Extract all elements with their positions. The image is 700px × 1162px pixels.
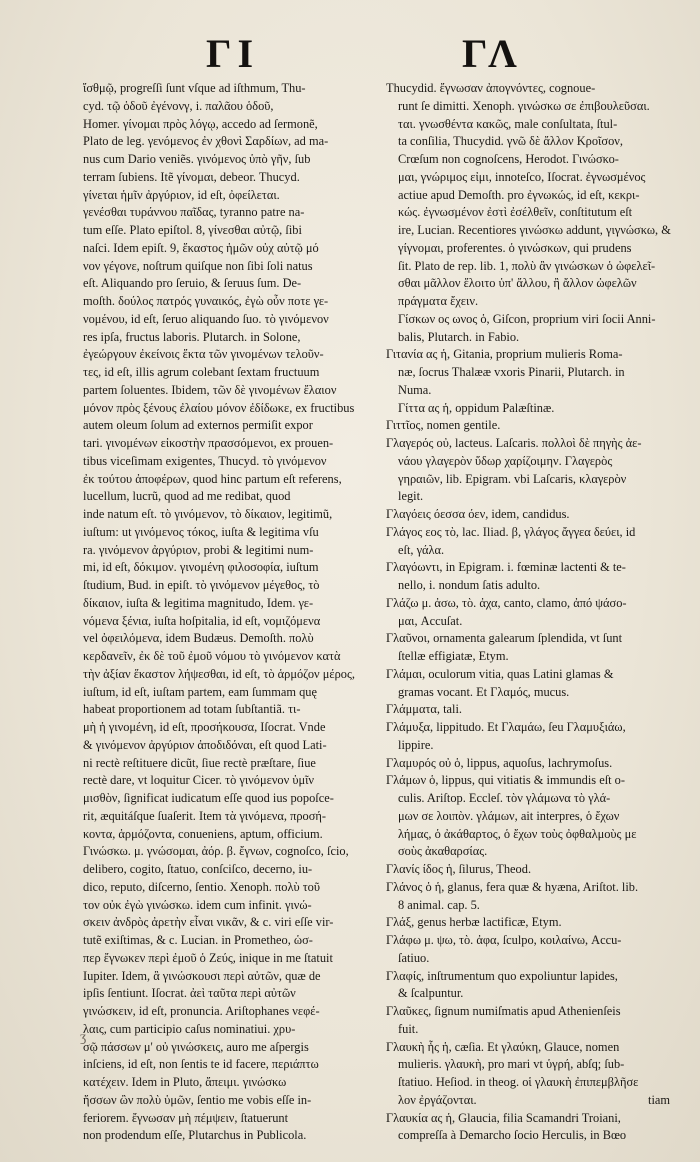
text-line: Γλαγερός οὐ, lacteus. Laſcaris. πολλοὶ δὲ πηγὴς ἀε- bbox=[386, 436, 642, 450]
text-line: culis. Ariſtop. Eccleſ. τὸν γλάμωνα τὸ γλά- bbox=[398, 791, 611, 805]
text-line: κώς. ἐγνωσμένον ἐστὶ ἐσέλθεῖν, conſtitutum eſt bbox=[398, 205, 633, 220]
text-line: ſatiuo. bbox=[398, 950, 430, 965]
text-line: ἐγεώργουν ἐκείνοις ἕκτα τῶν γινομένων τελοῦν- bbox=[83, 347, 324, 362]
text-line: ire, Lucian. Recentiores γινώσκω addunt, γιγνώσκω, & bbox=[398, 223, 671, 237]
text-line: κερδανεῖν, ἐκ δὲ τοῦ ἐμοῦ νόμου τὸ γινόμενον κατὰ bbox=[83, 649, 341, 663]
text-line: Homer. γίνομαι πρὸς λόγῳ, accedo ad ſermonẽ, bbox=[83, 116, 318, 131]
text-line: μόνον πρὸς ξένους ἐλαίου μόνον ἐδίδωκε, ex fructibus bbox=[83, 400, 355, 415]
text-line: γινώσκειν, id eſt, pronuncia. Ariſtophanes νεφέ- bbox=[83, 1004, 320, 1018]
text-line: eſt. Aliquando pro ſeruio, & ſeruus ſum. De- bbox=[83, 276, 302, 291]
text-line: eſt, γάλα. bbox=[398, 542, 445, 557]
text-line: ſtudium, Bud. in epiſt. τὸ γινόμενον μέγεθος, τὸ bbox=[83, 578, 320, 592]
text-line: naſci. Idem epiſt. 9, ἕκαστος ἡμῶν οὐχ αὑτῷ μό bbox=[83, 240, 319, 255]
text-line: Γλάμυξα, lippitudo. Et Γλαμάω, ſeu Γλαμυξιάω, bbox=[386, 720, 626, 734]
text-line: & γινόμενον ἀργύριον ἀποδιδόναι, eſt quod Lati- bbox=[83, 737, 327, 752]
text-line: compreſſa à Demarcho ſocio Herculis, in Bœo bbox=[398, 1128, 627, 1143]
text-line: actiue apud Demoſth. pro ἐγνωκώς, id eſt, κεκρι- bbox=[398, 187, 640, 202]
text-line: runt ſe dimitti. Xenoph. γινώσκω σε ἐπιβουλεῦσαι. bbox=[398, 98, 650, 113]
text-line: fuit. bbox=[398, 1021, 419, 1036]
text-line: & ſcalpuntur. bbox=[398, 986, 464, 1001]
text-line: Γίττα ας ἡ, oppidum Palæſtinæ. bbox=[398, 400, 555, 415]
text-line: γίνεται ἡμῖν ἀργύριον, id eſt, ὀφείλεται. bbox=[83, 187, 280, 202]
text-line: μὴ ἡ γινομένη, id eſt, προσήκουσα, Iſocrat. Vnde bbox=[83, 720, 326, 734]
text-line: rit, æquitáſque ſuaſerit. Item τὰ γινόμενα, προσή- bbox=[83, 808, 326, 823]
text-line: σῷ πάσσων μ' οὐ γινώσκεις, auro me aſpergis bbox=[83, 1039, 309, 1054]
text-line: næ, ſocrus Thalææ vxoris Pinarii, Plutarch. in bbox=[398, 365, 625, 379]
text-line: Γλάμων ὁ, lippus, qui vitiatis & immundis eſt o- bbox=[386, 773, 626, 788]
text-line: res ipſa, fructus laboris. Plutarch. in Solone, bbox=[83, 329, 301, 344]
text-line: λον ἐργάζονται. bbox=[398, 1092, 477, 1107]
text-line: partem ſoluentes. Ibidem, τῶν δὲ γινομένων ἔλαιον bbox=[83, 382, 337, 397]
text-line: Γιτανία ας ἡ, Gitania, proprium mulieris Roma- bbox=[386, 347, 623, 362]
text-line: μων σε λοιπὸν. γλάμων, ait interpres, ὁ ἔχων bbox=[398, 808, 620, 823]
text-line: lippire. bbox=[398, 737, 434, 752]
text-line: Γλαῦνοι, ornamenta galearum ſplendida, vt ſunt bbox=[386, 631, 623, 646]
text-line: Γλάφω μ. ψω, τὸ. ἀφα, ſculpo, κοιλαίνω, Accu- bbox=[386, 933, 622, 947]
left-column bbox=[83, 80, 381, 1145]
text-line: κοντα, ἁρμόζοντα, conueniens, aptum, officium. bbox=[83, 826, 323, 841]
text-line: cyd. τῷ ὁδοῦ ἐγένονγ, i. παλᾶου ὁδοῦ, bbox=[83, 98, 274, 113]
text-line: περ ἔγνωκεν περὶ ἐμοῦ ὁ Ζεύς, inique in me ſtatuit bbox=[83, 950, 333, 965]
text-line: iuſtum: ut γινόμενος τόκος, iuſta & legitima vſu bbox=[83, 524, 319, 539]
text-line: vel ὀφειλόμενα, idem Budæus. Demoſth. πολὺ bbox=[83, 631, 314, 646]
text-line: γηραιῶν, lib. Epigram. vbi Laſcaris, κλαγερὸν bbox=[398, 471, 627, 486]
text-line: μαι, Accuſat. bbox=[398, 613, 463, 628]
text-line: ta conſilia, Thucydid. γνῶ δὲ ἄλλον Κροῖσον, bbox=[398, 134, 623, 149]
text-line: πράγματα ἔχειν. bbox=[398, 294, 479, 308]
text-line: Iupiter. Idem, ἃ γινώσκουσι περὶ αὐτῶν, quæ de bbox=[83, 968, 321, 983]
text-line: tum eſſe. Plato epiſtol. 8, γίνεσθαι αὐτῷ, ſibi bbox=[83, 223, 302, 237]
running-head-left: ΓΙ bbox=[206, 31, 260, 76]
text-line: nello, i. nondum ſatis adulto. bbox=[398, 578, 541, 592]
text-line: tutẽ exiſtimas, & c. Lucian. in Prometheo, ὡσ- bbox=[83, 933, 313, 947]
text-line: Γλάμαι, oculorum vitia, quas Latini glamas & bbox=[386, 666, 614, 681]
text-line: balis, Plutarch. in Fabio. bbox=[398, 329, 520, 344]
text-line: Numa. bbox=[398, 382, 432, 397]
text-line: Γινώσκω. μ. γνώσομαι, ἀόρ. β. ἔγνων, cognoſco, ſcio, bbox=[83, 844, 349, 859]
text-line: Γλάνος ὁ ἡ, glanus, fera quæ & hyæna, Ariſtot. lib. bbox=[386, 879, 639, 894]
text-line: Γλάμματα, tali. bbox=[386, 702, 463, 717]
text-line: ſtellæ effigiatæ, Etym. bbox=[398, 649, 509, 663]
text-line: ſtatiuo. Heſiod. in theog. οἱ γλαυκὴ ἐπιπεμβλῆσε bbox=[398, 1075, 639, 1089]
text-line: μισθὸν, ſignificat iudicatum eſſe quod ius popoſce- bbox=[83, 791, 334, 805]
text-line: dico, reputo, diſcerno, ſentio. Xenoph. πολὺ τοῦ bbox=[83, 879, 321, 894]
text-line: ſit. Plato de rep. lib. 1, πολὺ ἂν γινώσκων ὁ ὠφελεῖ- bbox=[398, 258, 656, 273]
text-line: moſth. δούλος πατρός γυναικός, ἐγὼ οὖν ποτε γε- bbox=[83, 294, 329, 308]
text-line: autem oleum ſolum ad externos permiſit expor bbox=[83, 418, 313, 433]
text-line: νάου γλαγερὸν ὕδωρ χαρίζοιμην. Γλαγερὸς bbox=[398, 453, 613, 468]
running-head-right: ΓΛ bbox=[462, 31, 523, 76]
text-line: σθαι μᾶλλον ἕλοιτο ὑπ' ἄλλου, ἢ ἄλλον ὠφελῶν bbox=[398, 276, 637, 291]
text-line: inſciens, id eſt, non ſentis te id facere, περιάπτω bbox=[83, 1057, 319, 1072]
text-line: κατέχειν. Idem in Pluto, ἄπειμι. γινώσκω bbox=[83, 1075, 287, 1089]
text-line: 8 animal. cap. 5. bbox=[398, 897, 480, 912]
text-line: γενέσθαι τυράννου παῖδας, tyranno patre na- bbox=[83, 205, 305, 220]
text-line: σοὺς ἀκαθαρσίας. bbox=[398, 844, 488, 859]
text-line: Γλαφίς, inſtrumentum quo expoliuntur lapides, bbox=[386, 968, 618, 983]
text-line: ipſis ſentiunt. Iſocrat. ἀεὶ ταῦτα περὶ αὐτῶν bbox=[83, 986, 296, 1001]
text-line: Γλαγόεις όεσσα όεν, idem, candidus. bbox=[386, 507, 570, 521]
text-line: Γλανίς ίδος ἡ, ſilurus, Theod. bbox=[386, 862, 532, 876]
text-line: Γίσκων ος ωνος ὁ, Giſcon, proprium viri ſocii Anni- bbox=[398, 311, 656, 326]
text-line: Thucydid. ἔγνωσαν ἀπογνόντες, cognoue- bbox=[386, 81, 596, 95]
text-line: ἐκ τούτου ἀποφέρων, quod hinc partum eſt referens, bbox=[83, 471, 342, 486]
text-line: nus cum Dario veniẽs. γινόμενος ὑπὸ γῆν, ſub bbox=[83, 152, 311, 166]
text-line: γίγνομαι, proferentes. ὁ γινώσκων, qui prudens bbox=[398, 240, 632, 255]
text-line: gramas vocant. Et Γλαμός, mucus. bbox=[398, 684, 570, 699]
text-line: τες, id eſt, illis agrum colebant ſextam fructuum bbox=[83, 365, 320, 379]
text-line: non prodendum eſſe, Plutarchus in Publicola. bbox=[83, 1128, 307, 1143]
text-line: λήμας, ὁ ἀκάθαρτος, ὁ ἔχων τοὺς ὀφθαλμοὺς με bbox=[398, 826, 637, 841]
text-line: νομένου, id eſt, ſeruo aliquando ſuo. τὸ γινόμενον bbox=[83, 311, 329, 326]
text-line: Γλαμυρός οὐ ὁ, lippus, aquoſus, lachrymoſus. bbox=[386, 755, 613, 770]
text-line: λαις, cum participio caſus nominatiui. χρυ- bbox=[83, 1021, 296, 1036]
text-line: τὴν ἀξίαν ἕκαστον λήψεσθαι, id eſt, τὸ ἁρμόζον μέρος, bbox=[83, 666, 355, 681]
text-line: Γλαυκὴ ἧς ἡ, cæſia. Et γλαύκη, Glauce, nomen bbox=[386, 1039, 620, 1054]
text-line: iuſtum, id eſt, iuſtam partem, eam ſummam quę bbox=[83, 684, 317, 699]
right-column bbox=[386, 80, 680, 1145]
text-line: ra. γινόμενον ἀργύριον, probi & legitimi num- bbox=[83, 542, 314, 557]
text-line: Plato de leg. γενόμενος ἐν χθονὶ Σαρδίων, ad ma- bbox=[83, 134, 329, 149]
text-line: Γλάζω μ. ἀσω, τὸ. ἀχα, canto, clamo, ἀπό ψάσο- bbox=[386, 595, 627, 610]
text-line: Γλαυκία ας ἡ, Glaucia, filia Scamandri Troiani, bbox=[386, 1110, 621, 1125]
text-line: ται. γνωσθέντα κακῶς, male conſultata, ſtul- bbox=[398, 116, 618, 131]
text-line: legit. bbox=[398, 489, 424, 504]
text-line: mi, id eſt, δόκιμον. γινομένη φιλοσοφία, iuſtum bbox=[83, 560, 319, 575]
text-line: τον οὐκ ἐγὼ γινώσκω. idem cum infinit. γινώ- bbox=[83, 897, 312, 912]
text-line: mulieris. γλαυκὴ, pro mari vt ὑγρή, abſq; ſub- bbox=[398, 1057, 625, 1072]
margin-mark: ʒ bbox=[80, 1030, 87, 1045]
text-line: ἴσθμῷ, progreſſi ſunt vſque ad iſthmum, Thu- bbox=[83, 81, 306, 95]
text-line: tibus viceſimam exigentes, Thucyd. τὸ γινόμενον bbox=[83, 453, 327, 468]
text-line: ἥσσων ὢν πολὺ ὑμῶν, ſentio me vobis eſſe in- bbox=[83, 1092, 312, 1107]
text-line: ni rectè reſtituere dicũt, ſiue rectè præſtare, ſiue bbox=[83, 755, 316, 770]
text-line: Γλάγος εος τὸ, lac. Iliad. β, γλάγος ἄγγεα δεύει, id bbox=[386, 524, 636, 539]
text-line: delibero, cogito, ſtatuo, conſciſco, decerno, iu- bbox=[83, 862, 313, 876]
text-line: δίκαιον, iuſta & legitima magnitudo, Idem. γε- bbox=[83, 595, 314, 610]
text-line: tari. γινομένων εἰκοστὴν πρασσόμενοι, ex prouen- bbox=[83, 436, 334, 450]
text-line: lucellum, lucrũ, quod ad me redibat, quod bbox=[83, 489, 291, 504]
text-line: inde natum eſt. τὸ γινόμενον, τὸ δίκαιον, legitimũ, bbox=[83, 507, 333, 521]
text-line: habeat proportionem ad totam ſubſtantiã. τι- bbox=[83, 702, 301, 717]
text-line: σκειν ἀνδρὸς ἀρετὴν εἶναι νικᾶν, & c. viri eſſe vir- bbox=[83, 915, 334, 930]
text-line: Γλαγόωντι, in Epigram. i. fœminæ lactenti & te- bbox=[386, 560, 626, 575]
catchword: tiam bbox=[648, 1093, 671, 1107]
text-line: feriorem. ἔγνωσαν μὴ πέμψειν, ſtatuerunt bbox=[83, 1110, 289, 1125]
text-line: Γιττῖος, nomen gentile. bbox=[386, 418, 501, 433]
text-line: rectè dare, vt loquitur Cicer. τὸ γινόμενον ὑμῖν bbox=[83, 773, 315, 788]
text-line: terram ſubiens. Itẽ γίνομαι, debeor. Thucyd. bbox=[83, 169, 300, 184]
text-line: μαι, γνώριμος εἰμι, innoteſco, Iſocrat. ἐγνωσμένος bbox=[398, 169, 646, 184]
text-line: Γλαῦκες, ſignum numiſmatis apud Athenienſeis bbox=[386, 1004, 621, 1018]
text-line: νον γέγονε, noſtrum quiſque non ſibi ſoli natus bbox=[83, 258, 313, 273]
text-line: νόμενα ξένια, iuſta hoſpitalia, id eſt, νομιζόμενα bbox=[83, 613, 321, 628]
text-line: Crœſum non cognoſcens, Herodot. Γινώσκο- bbox=[398, 152, 619, 166]
text-line: Γλάξ, genus herbæ lactificæ, Etym. bbox=[386, 915, 562, 930]
